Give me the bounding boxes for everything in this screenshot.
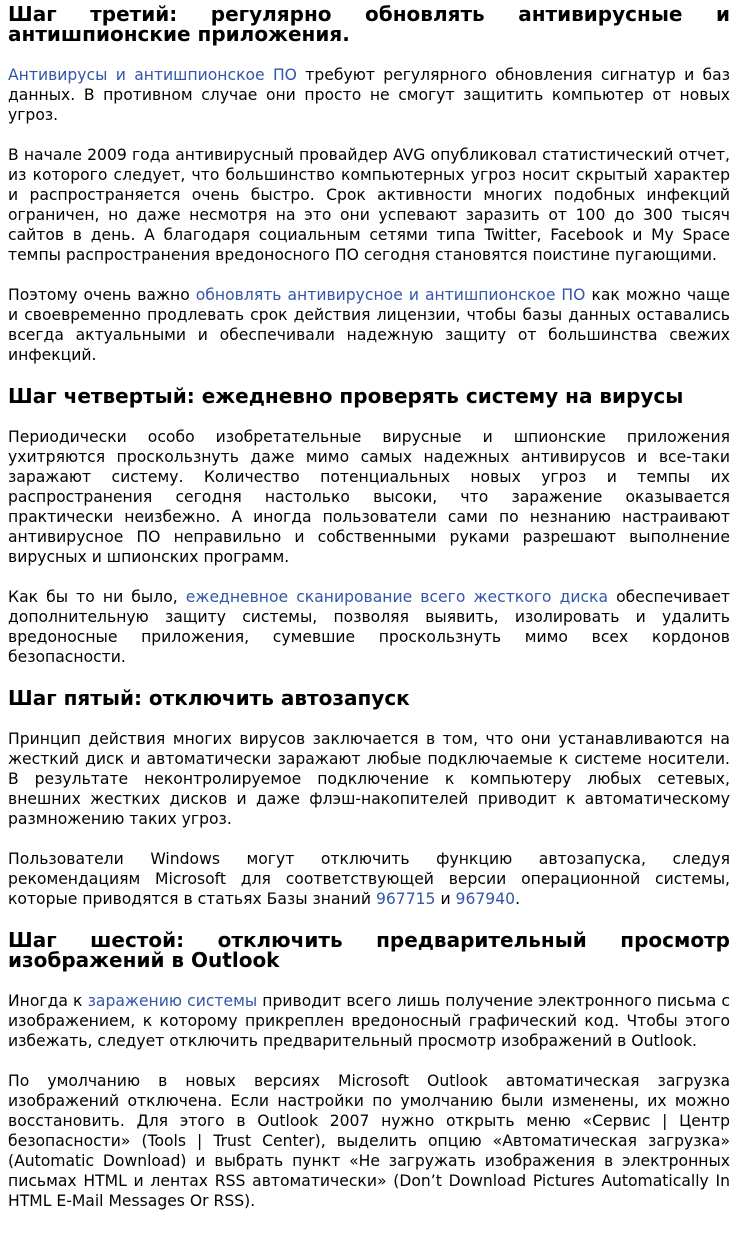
heading-step-3: Шаг третий: регулярно обновлять антивирусные и антишпионские приложения. bbox=[8, 2, 730, 46]
paragraph: Пользователи Windows могут отключить функцию автозапуска, следуя рекомендациям Microsoft для соответствующей версии операционной системы, которые приводятся в статьях Базы знаний 967715 и 967940. bbox=[8, 850, 730, 908]
heading-step-4: Шаг четвертый: ежедневно проверять систему на вирусы bbox=[8, 384, 684, 408]
link-kb-967715[interactable]: 967715 bbox=[375, 890, 436, 908]
link-daily-scan[interactable]: ежедневное сканирование всего жесткого диска bbox=[185, 588, 609, 606]
article bbox=[8, 4, 730, 1211]
paragraph: По умолчанию в новых версиях Microsoft Outlook автоматическая загрузка изображений отключена. Если настройки по умолчанию были изменены, их можно восстановить. Для этого в Outlook 2007 нужно открыть меню «Сервис | Центр безопасности» (Tools | Trust Center), выделить опцию «Автоматическая загрузка» (Automatic Download) и выбрать пункт «Не загружать изображения в электронных письмах HTML и лентах RSS автоматически» (Don’t Download Pictures Automatically In HTML E-Mail Messages Or RSS). bbox=[8, 1072, 730, 1210]
link-system-infection[interactable]: заражению системы bbox=[87, 992, 258, 1010]
link-kb-967940[interactable]: 967940 bbox=[455, 890, 516, 908]
link-antivirus-antispyware[interactable]: Антивирусы и антишпионское ПО bbox=[8, 66, 297, 84]
paragraph: В начале 2009 года антивирусный провайдер AVG опубликовал статистический отчет, из которого следует, что большинство компьютерных угроз носит скрытый характер и распространяется очень быстро. Срок активности многих подобных инфекций ограничен, но даже несмотря на это они успевают заразить от 100 до 300 тысяч сайтов в день. А благодаря социальным сетями типа Twitter, Facebook и My Space темпы распространения вредоносного ПО сегодня становятся поистине пугающими. bbox=[8, 146, 730, 264]
heading-step-5: Шаг пятый: отключить автозапуск bbox=[8, 686, 410, 710]
paragraph: Как бы то ни было, ежедневное сканирование всего жесткого диска обеспечивает дополнительную защиту системы, позволяя выявить, изолировать и удалить вредоносные приложения, сумевшие проскользнуть мимо всех кордонов безопасности. bbox=[8, 588, 731, 666]
paragraph: Периодически особо изобретательные вирусные и шпионские приложения ухитряются проскользнуть даже мимо самых надежных антивирусов и все-таки заражают систему. Количество потенциальных новых угроз и темпы их распространения сегодня настолько высоки, что заражение оказывается практически неизбежно. А иногда пользователи сами по незнанию настраивают антивирусное ПО неправильно и собственными руками разрешают выполнение вирусных и шпионских программ. bbox=[8, 428, 730, 566]
paragraph: Иногда к заражению системы приводит всего лишь получение электронного письма с изображением, к которому прикреплен вредоносный графический код. Чтобы этого избежать, следует отключить предварительный просмотр изображений в Outlook. bbox=[8, 992, 730, 1050]
paragraph: Антивирусы и антишпионское ПО требуют регулярного обновления сигнатур и баз данных. В противном случае они просто не смогут защитить компьютер от новых угроз. bbox=[8, 66, 730, 124]
paragraph: Поэтому очень важно обновлять антивирусное и антишпионское ПО как можно чаще и своевременно продлевать срок действия лицензии, чтобы базы данных оставались всегда актуальными и обеспечивали надежную защиту от большинства свежих инфекций. bbox=[8, 286, 731, 364]
paragraph: Принцип действия многих вирусов заключается в том, что они устанавливаются на жесткий диск и автоматически заражают любые подключаемые к системе носители. В результате неконтролируемое подключение к компьютеру любых сетевых, внешних жестких дисков и даже флэш-накопителей приводит к автоматическому размножению таких угроз. bbox=[8, 730, 730, 828]
heading-step-6: Шаг шестой: отключить предварительный просмотр изображений в Outlook bbox=[8, 928, 730, 972]
link-update-antivirus[interactable]: обновлять антивирусное и антишпионское ПО bbox=[195, 286, 586, 304]
